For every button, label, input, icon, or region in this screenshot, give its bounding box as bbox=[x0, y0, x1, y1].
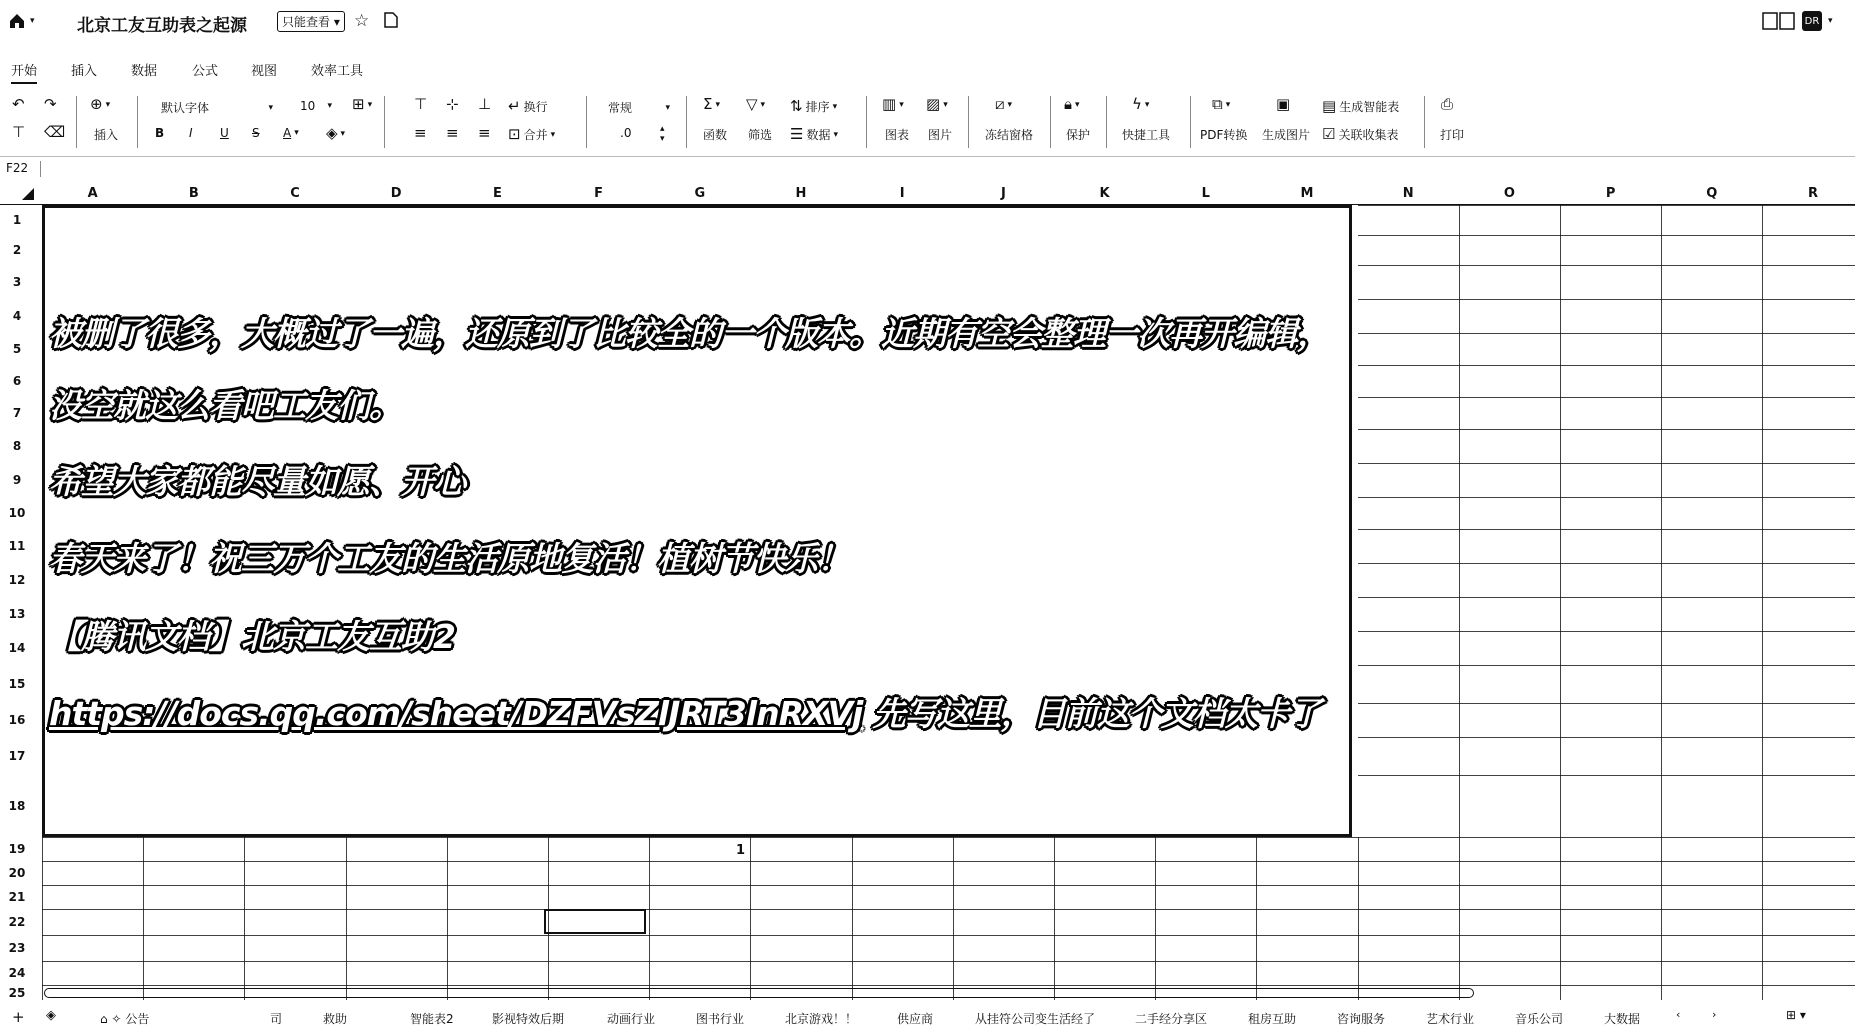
grid-line bbox=[1358, 775, 1855, 776]
grid-line bbox=[42, 909, 1855, 910]
tab-insert[interactable]: 插入 bbox=[71, 64, 98, 79]
lock-icon: 🔒︎ bbox=[1064, 95, 1072, 113]
top-right-tools bbox=[1762, 11, 1833, 31]
sheet-tab[interactable]: 租房互助 bbox=[1248, 1012, 1297, 1026]
column-header-M[interactable]: M bbox=[1300, 185, 1314, 201]
divider bbox=[686, 96, 687, 148]
generate-image-button[interactable] bbox=[1276, 97, 1290, 112]
tab-view[interactable]: 视图 bbox=[251, 64, 278, 79]
tab-data[interactable]: 数据 bbox=[131, 64, 158, 79]
chevron-down-icon[interactable]: ▾ bbox=[1828, 16, 1833, 26]
docs-link[interactable]: https://docs.qq.com/sheet/DZFVsZlJRT3lnRXVj bbox=[49, 694, 863, 733]
bold-button[interactable]: B bbox=[155, 126, 165, 140]
cell-name-box[interactable]: F22 bbox=[6, 161, 29, 175]
row-header-10[interactable]: 10 bbox=[8, 506, 26, 520]
data-icon: ☰ bbox=[790, 125, 804, 143]
divider bbox=[137, 96, 138, 148]
chevron-down-icon: ▾ bbox=[1144, 99, 1150, 110]
generate-image-label[interactable]: 生成图片 bbox=[1262, 128, 1311, 142]
formula-bar bbox=[0, 156, 1855, 180]
redo-button[interactable] bbox=[44, 97, 57, 112]
smart-table-button[interactable] bbox=[1322, 98, 1399, 115]
sort-dropdown[interactable] bbox=[790, 98, 837, 115]
column-header-A[interactable]: A bbox=[87, 185, 98, 201]
protect-dropdown[interactable] bbox=[1064, 97, 1080, 112]
grid-line bbox=[1256, 837, 1257, 1000]
column-header-I[interactable]: I bbox=[899, 185, 905, 201]
row-header-8[interactable]: 8 bbox=[12, 439, 22, 453]
divider bbox=[866, 96, 867, 148]
font-size-select[interactable] bbox=[300, 99, 332, 113]
divider bbox=[1424, 96, 1425, 148]
paint-bucket-icon: ◈ bbox=[326, 124, 338, 142]
sheet-tab[interactable]: 智能表2 bbox=[410, 1012, 454, 1026]
sheet-tab[interactable]: 从挂符公司变生活经了 bbox=[975, 1012, 1096, 1026]
font-family-select[interactable] bbox=[161, 99, 273, 116]
grid-line bbox=[346, 837, 347, 1000]
align-left-button[interactable] bbox=[414, 126, 427, 141]
font-color-dropdown[interactable] bbox=[283, 126, 299, 140]
row-header-2[interactable]: 2 bbox=[12, 243, 22, 257]
divider bbox=[968, 96, 969, 148]
grid-line bbox=[1358, 397, 1855, 398]
home-menu[interactable] bbox=[8, 12, 35, 30]
font-color-icon: A bbox=[283, 126, 292, 140]
row-header-16[interactable]: 16 bbox=[8, 713, 26, 727]
align-top-button[interactable] bbox=[414, 97, 427, 112]
row-header-21[interactable]: 21 bbox=[8, 890, 26, 904]
sort-label: 排序 bbox=[805, 100, 830, 114]
grid-line bbox=[1459, 205, 1460, 1000]
divider bbox=[586, 96, 587, 148]
grid-line bbox=[1560, 205, 1561, 1000]
grid-line bbox=[1358, 737, 1855, 738]
grid-line bbox=[953, 837, 954, 1000]
divider bbox=[384, 96, 385, 148]
grid-line bbox=[1358, 333, 1855, 334]
caret-up-icon: ▴ bbox=[660, 124, 665, 134]
align-center-icon: ≡ bbox=[446, 124, 459, 142]
horizontal-scrollbar[interactable] bbox=[44, 988, 1474, 998]
avatar[interactable]: DR bbox=[1802, 11, 1822, 31]
sheet-list-icon[interactable]: ◈ bbox=[46, 1008, 56, 1023]
font-size-value: 10 bbox=[300, 99, 316, 113]
table-icon: ▤ bbox=[1322, 97, 1337, 115]
pdf-icon: ⧉ bbox=[1212, 95, 1223, 113]
row-header-4[interactable]: 4 bbox=[12, 309, 22, 323]
column-header-E[interactable]: E bbox=[492, 185, 502, 201]
checkbox-icon: ☑ bbox=[1322, 125, 1336, 143]
divider bbox=[1106, 96, 1107, 148]
grid-line bbox=[143, 837, 144, 1000]
grid-line bbox=[1358, 205, 1855, 206]
grid-line bbox=[244, 837, 245, 1000]
sigma-icon: Σ bbox=[703, 95, 713, 113]
strikethrough-button[interactable]: S bbox=[252, 126, 260, 140]
grid-line bbox=[447, 837, 448, 1000]
redo-icon: ↷ bbox=[44, 95, 57, 113]
wrap-button[interactable] bbox=[508, 98, 548, 115]
row-header-23[interactable]: 23 bbox=[8, 941, 26, 955]
sheet-tab[interactable] bbox=[100, 1010, 149, 1027]
number-format-value: 常规 bbox=[608, 101, 633, 115]
column-header-G[interactable]: G bbox=[694, 185, 706, 201]
caret-down-icon: ▾ bbox=[660, 134, 665, 144]
grid-line bbox=[1358, 497, 1855, 498]
row-header-25[interactable]: 25 bbox=[8, 985, 26, 1000]
notice-line-4: 春天来了！祝三万个工友的生活原地复活！植树节快乐！ bbox=[49, 539, 849, 578]
chevron-down-icon: ▾ bbox=[550, 129, 556, 140]
row-header-13[interactable]: 13 bbox=[8, 607, 26, 621]
column-header-C[interactable]: C bbox=[290, 185, 300, 201]
column-header-O[interactable]: O bbox=[1503, 185, 1515, 201]
grid-line bbox=[1358, 631, 1855, 632]
chevron-down-icon: ▾ bbox=[1225, 99, 1231, 110]
grid-line bbox=[42, 861, 1855, 862]
row-header-3[interactable]: 3 bbox=[12, 275, 22, 289]
tab-efficiency-tools[interactable]: 效率工具 bbox=[311, 64, 364, 79]
grid-line bbox=[1358, 265, 1855, 266]
selected-cell-F22[interactable] bbox=[544, 909, 646, 934]
notice-line-3: 希望大家都能尽量如愿、开心 bbox=[49, 462, 465, 501]
freeze-dropdown[interactable] bbox=[995, 97, 1012, 112]
collect-table-label: 关联收集表 bbox=[1338, 128, 1399, 142]
chevron-down-icon: ▾ bbox=[760, 99, 766, 110]
menu-bar bbox=[0, 56, 1855, 86]
column-header-D[interactable]: D bbox=[390, 185, 402, 201]
chart-dropdown[interactable] bbox=[882, 97, 904, 112]
filter-dropdown[interactable] bbox=[746, 97, 765, 112]
column-header-H[interactable]: H bbox=[795, 185, 807, 201]
align-middle-button[interactable] bbox=[446, 97, 459, 112]
row-header-9[interactable]: 9 bbox=[12, 473, 22, 487]
chevron-down-icon: ▾ bbox=[367, 99, 373, 110]
print-label[interactable]: 打印 bbox=[1440, 128, 1465, 142]
chevron-left-icon[interactable]: ‹ bbox=[1676, 1008, 1681, 1021]
column-header-B[interactable]: B bbox=[188, 185, 199, 201]
sheet-tab[interactable]: 救助 bbox=[323, 1012, 348, 1026]
sheet-tab[interactable]: 二手经分享区 bbox=[1135, 1012, 1208, 1026]
border-dropdown[interactable] bbox=[352, 97, 372, 112]
grid-line bbox=[1358, 365, 1855, 366]
view-mode-dropdown[interactable]: 只能查看 ▾ bbox=[277, 11, 345, 32]
chevron-down-icon: ▾ bbox=[1074, 99, 1080, 110]
grid-line bbox=[1762, 205, 1763, 1000]
grid-line bbox=[1358, 429, 1855, 430]
printer-icon: ⎙ bbox=[1441, 95, 1454, 113]
undo-icon: ↶ bbox=[12, 95, 25, 113]
underline-button[interactable]: U bbox=[220, 126, 229, 140]
merged-cell-A1-M18[interactable] bbox=[42, 205, 1352, 837]
column-header-K[interactable]: K bbox=[1099, 185, 1110, 201]
pdf-convert-label[interactable]: PDF转换 bbox=[1200, 128, 1248, 142]
grid-line bbox=[1358, 563, 1855, 564]
chevron-down-icon: ▾ bbox=[899, 99, 904, 110]
pin-icon: ⌂ ✧ bbox=[100, 1012, 126, 1026]
sheet-tab[interactable]: 北京游戏！！ bbox=[785, 1012, 858, 1026]
chevron-down-icon: ▾ bbox=[832, 101, 838, 112]
grid-line bbox=[42, 985, 1855, 986]
italic-button[interactable]: I bbox=[189, 126, 193, 140]
grid-line bbox=[1358, 529, 1855, 530]
row-header-22[interactable]: 22 bbox=[8, 915, 26, 929]
sheet-tab[interactable]: 音乐公司 bbox=[1515, 1012, 1564, 1026]
format-painter-button[interactable] bbox=[12, 125, 25, 140]
freeze-label[interactable]: 冻结窗格 bbox=[985, 128, 1034, 142]
grid-line bbox=[1358, 837, 1359, 1000]
image-dropdown[interactable] bbox=[926, 97, 948, 112]
grid-line bbox=[42, 837, 1855, 838]
function-dropdown[interactable] bbox=[703, 97, 720, 112]
merge-label: 合并 bbox=[523, 128, 548, 142]
grid-line bbox=[1358, 597, 1855, 598]
grid-line bbox=[42, 837, 43, 1000]
grid-line bbox=[852, 837, 853, 1000]
row-header-15[interactable]: 15 bbox=[8, 677, 26, 691]
divider bbox=[76, 96, 77, 148]
bar-chart-icon: ▥ bbox=[882, 95, 897, 113]
sheet-tab[interactable]: 影视特效后期 bbox=[492, 1012, 565, 1026]
row-header-6[interactable]: 6 bbox=[12, 374, 22, 388]
grid-line bbox=[750, 837, 751, 1000]
divider bbox=[40, 161, 41, 177]
plus-circle-icon: ⊕ bbox=[90, 95, 103, 113]
row-header-14[interactable]: 14 bbox=[8, 641, 26, 655]
font-family-value: 默认字体 bbox=[161, 101, 210, 115]
smart-table-label: 生成智能表 bbox=[1339, 100, 1400, 114]
notice-line-6 bbox=[49, 688, 1321, 735]
select-all-corner[interactable] bbox=[22, 188, 34, 200]
align-left-icon: ≡ bbox=[414, 124, 427, 142]
print-button[interactable] bbox=[1441, 97, 1453, 112]
decimal-stepper[interactable] bbox=[660, 124, 665, 144]
column-header-R[interactable]: R bbox=[1807, 185, 1818, 201]
divider bbox=[1190, 96, 1191, 148]
chevron-down-icon: ▾ bbox=[715, 99, 721, 110]
notice-line-2: 没空就这么看吧工友们。 bbox=[49, 386, 401, 425]
wrap-label: 换行 bbox=[523, 100, 548, 114]
image-label[interactable]: 图片 bbox=[928, 128, 953, 142]
row-header-12[interactable]: 12 bbox=[8, 573, 26, 587]
quick-tools-dropdown[interactable] bbox=[1132, 97, 1149, 112]
grid-line bbox=[1358, 235, 1855, 236]
chevron-down-icon: ▾ bbox=[943, 99, 948, 110]
paint-brush-icon: ⊤ bbox=[12, 123, 26, 141]
row-header-19[interactable]: 19 bbox=[8, 842, 26, 856]
grid-line bbox=[42, 935, 1855, 936]
pdf-convert-dropdown[interactable] bbox=[1212, 97, 1230, 112]
grid-line bbox=[1358, 703, 1855, 704]
document-title[interactable]: 北京工友互助表之起源 bbox=[77, 16, 247, 36]
notice-line-5: 【腾讯文档】北京工友互助2 bbox=[49, 617, 455, 656]
row-header-20[interactable]: 20 bbox=[8, 866, 26, 880]
document-status-icon[interactable] bbox=[384, 12, 398, 32]
add-sheet-button[interactable]: + bbox=[12, 1008, 25, 1026]
tab-formula[interactable]: 公式 bbox=[192, 64, 219, 79]
chevron-down-icon: ▾ bbox=[105, 99, 111, 110]
eraser-icon: ⌫ bbox=[44, 123, 66, 141]
grid-line bbox=[1358, 299, 1855, 300]
insert-dropdown[interactable] bbox=[90, 97, 110, 112]
align-bottom-icon: ⊥ bbox=[478, 95, 492, 113]
border-icon: ⊞ bbox=[352, 95, 365, 113]
notice-line-6-text: 先写这里，目前这个文档太卡了 bbox=[862, 694, 1321, 733]
align-center-button[interactable] bbox=[446, 126, 459, 141]
grid-line bbox=[1358, 463, 1855, 464]
sheet-tab[interactable]: 大数据 bbox=[1604, 1012, 1641, 1026]
sheet-tab[interactable]: 司 bbox=[270, 1012, 283, 1026]
collect-table-button[interactable] bbox=[1322, 126, 1398, 143]
sheet-tab[interactable]: 动画行业 bbox=[607, 1012, 656, 1026]
align-bottom-button[interactable] bbox=[478, 97, 491, 112]
data-label: 数据 bbox=[806, 128, 831, 142]
row-header-7[interactable]: 7 bbox=[12, 406, 22, 420]
insert-label[interactable]: 插入 bbox=[94, 128, 119, 142]
chevron-down-icon[interactable]: ▾ bbox=[30, 16, 35, 26]
view-mode-label: 只能查看 bbox=[282, 15, 331, 29]
align-right-button[interactable] bbox=[478, 126, 491, 141]
sheet-tab[interactable]: 咨询服务 bbox=[1337, 1012, 1386, 1026]
sheet-menu-icon[interactable]: ⊞ ▾ bbox=[1786, 1008, 1806, 1022]
fill-color-dropdown[interactable] bbox=[326, 126, 345, 141]
undo-button[interactable] bbox=[12, 97, 25, 112]
number-format-select[interactable] bbox=[608, 99, 670, 116]
grid-line bbox=[42, 885, 1855, 886]
align-middle-icon: ⊹ bbox=[446, 95, 459, 113]
notice-line-1: 被删了很多，大概过了一遍，还原到了比较全的一个版本。近期有空会整理一次再开编辑， bbox=[49, 314, 1329, 353]
lightning-icon: ϟ bbox=[1132, 95, 1142, 113]
chevron-down-icon: ▾ bbox=[1007, 99, 1013, 110]
column-header-P[interactable]: P bbox=[1605, 185, 1616, 201]
chevron-down-icon: ▾ bbox=[340, 128, 346, 139]
sheet-tab[interactable]: 图书行业 bbox=[696, 1012, 745, 1026]
clear-format-button[interactable] bbox=[44, 125, 65, 140]
merge-icon: ⊡ bbox=[508, 125, 521, 143]
grid-line bbox=[1358, 665, 1855, 666]
quick-tools-label[interactable]: 快捷工具 bbox=[1122, 128, 1171, 142]
sheet-tab-bar bbox=[0, 1005, 1855, 1030]
sheet-tab-label: 公告 bbox=[125, 1012, 150, 1026]
layout-toggle-icon[interactable] bbox=[1762, 12, 1796, 30]
filter-icon: ▽ bbox=[746, 95, 758, 113]
grid-line bbox=[1054, 837, 1055, 1000]
chevron-right-icon[interactable]: › bbox=[1712, 1008, 1717, 1021]
merge-dropdown[interactable] bbox=[508, 126, 555, 143]
chevron-down-icon: ▾ bbox=[268, 102, 273, 113]
divider bbox=[1050, 96, 1051, 148]
column-header-J[interactable]: J bbox=[1000, 185, 1006, 201]
star-icon[interactable]: ☆ bbox=[354, 11, 370, 31]
align-top-icon: ⊤ bbox=[414, 95, 428, 113]
function-label[interactable]: 函数 bbox=[703, 128, 728, 142]
protect-label[interactable]: 保护 bbox=[1066, 128, 1091, 142]
chart-label[interactable]: 图表 bbox=[885, 128, 910, 142]
home-icon[interactable] bbox=[8, 12, 26, 30]
chevron-down-icon: ▾ bbox=[294, 128, 299, 138]
row-header-5[interactable]: 5 bbox=[12, 342, 22, 356]
sheet-tab[interactable]: 供应商 bbox=[897, 1012, 934, 1026]
tab-start[interactable]: 开始 bbox=[11, 60, 37, 79]
column-header-N[interactable]: N bbox=[1402, 185, 1414, 201]
chevron-down-icon: ▾ bbox=[327, 101, 332, 111]
column-header-Q[interactable]: Q bbox=[1706, 185, 1718, 201]
title-bar bbox=[0, 0, 1855, 44]
freeze-icon: ⧄ bbox=[995, 95, 1005, 113]
chevron-down-icon: ▾ bbox=[833, 129, 838, 140]
image-icon: ▨ bbox=[926, 95, 941, 113]
grid-line bbox=[1661, 205, 1662, 1000]
filter-label[interactable]: 筛选 bbox=[748, 128, 773, 142]
sort-icon: ⇅ bbox=[790, 97, 803, 115]
row-header-11[interactable]: 11 bbox=[8, 539, 26, 553]
cell-G19[interactable]: 1 bbox=[736, 843, 746, 858]
row-header-24[interactable]: 24 bbox=[8, 966, 26, 980]
chevron-down-icon: ▾ bbox=[665, 102, 670, 113]
align-right-icon: ≡ bbox=[478, 124, 491, 142]
column-header-F[interactable]: F bbox=[594, 185, 604, 201]
wrap-icon: ↵ bbox=[508, 97, 521, 115]
grid-line bbox=[649, 837, 650, 1000]
row-header-17[interactable]: 17 bbox=[8, 749, 26, 763]
decimal-button[interactable]: .0 bbox=[620, 126, 632, 140]
row-header-18[interactable]: 18 bbox=[8, 799, 26, 813]
column-header-L[interactable]: L bbox=[1201, 185, 1210, 201]
sheet-tab[interactable]: 艺术行业 bbox=[1426, 1012, 1475, 1026]
grid-line bbox=[1155, 837, 1156, 1000]
image-icon: ▣ bbox=[1276, 95, 1291, 113]
grid-line bbox=[42, 961, 1855, 962]
row-header-1[interactable]: 1 bbox=[12, 213, 22, 227]
data-dropdown[interactable] bbox=[790, 126, 838, 143]
